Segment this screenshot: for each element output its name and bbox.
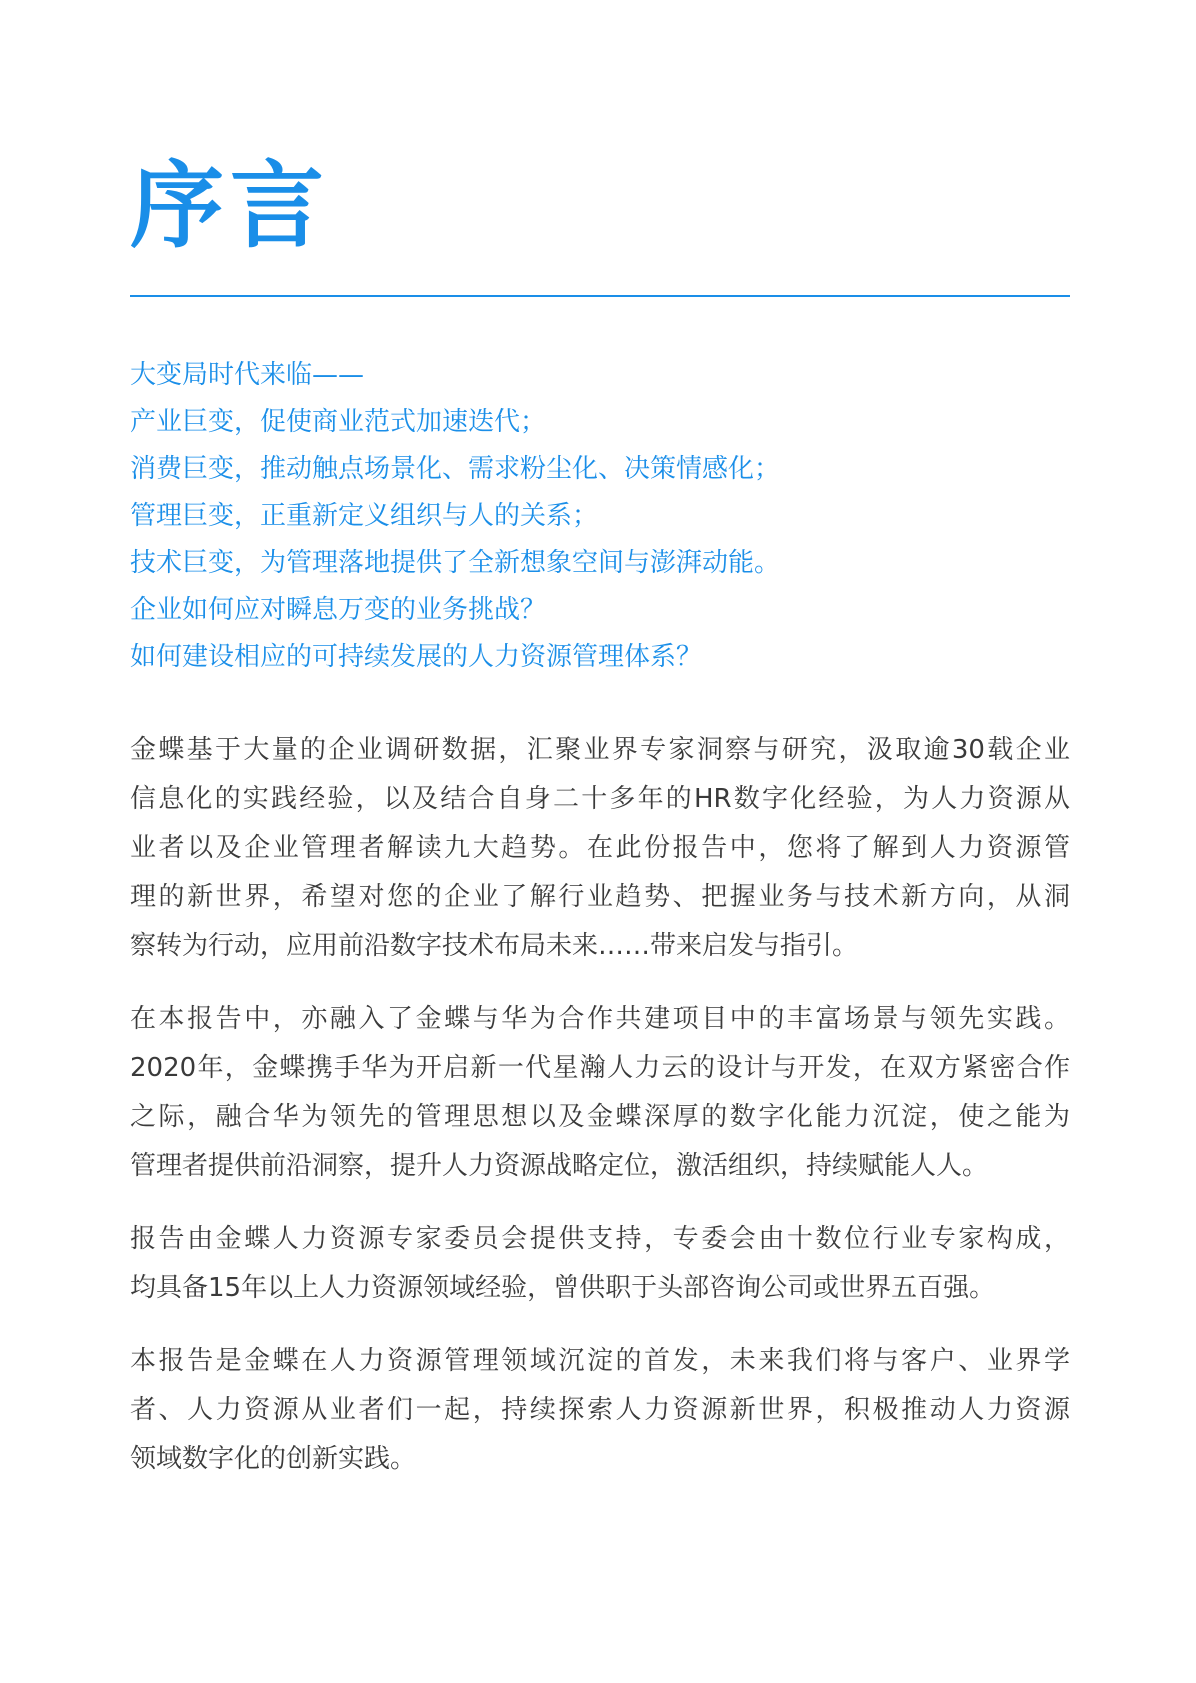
paragraph-line: 2020年，金蝶携手华为开启新一代星瀚人力云的设计与开发，在双方紧密合作 — [130, 1053, 1070, 1083]
paragraph-line: 均具备15年以上人力资源领域经验，曾供职于头部咨询公司或世界五百强。 — [130, 1273, 996, 1303]
paragraph-line: 者、人力资源从业者们一起，持续探索人力资源新世界，积极推动人力资源 — [130, 1395, 1070, 1425]
intro-line: 企业如何应对瞬息万变的业务挑战？ — [130, 595, 547, 625]
paragraph-line: 察转为行动，应用前沿数字技术布局未来……带来启发与指引。 — [130, 931, 859, 961]
body-text — [130, 726, 1070, 1508]
intro-line: 技术巨变，为管理落地提供了全新想象空间与澎湃动能。 — [130, 548, 781, 578]
paragraph-line: 业者以及企业管理者解读九大趋势。在此份报告中，您将了解到人力资源管 — [130, 833, 1070, 863]
paragraph-report-overview — [130, 726, 1070, 971]
paragraph-line: 管理者提供前沿洞察，提升人力资源战略定位，激活组织，持续赋能人人。 — [130, 1151, 989, 1181]
paragraph-line: 领域数字化的创新实践。 — [130, 1444, 417, 1474]
title-divider — [130, 295, 1070, 297]
intro-block — [130, 352, 1070, 681]
paragraph-future-outlook — [130, 1337, 1070, 1484]
paragraph-line: 在本报告中，亦融入了金蝶与华为合作共建项目中的丰富场景与领先实践。 — [130, 1004, 1070, 1034]
paragraph-line: 信息化的实践经验，以及结合自身二十多年的HR数字化经验，为人力资源从 — [130, 784, 1070, 814]
paragraph-expert-committee — [130, 1215, 1070, 1313]
intro-line: 消费巨变，推动触点场景化、需求粉尘化、决策情感化； — [130, 454, 781, 484]
paragraph-line: 理的新世界，希望对您的企业了解行业趋势、把握业务与技术新方向，从洞 — [130, 882, 1070, 912]
paragraph-line: 金蝶基于大量的企业调研数据，汇聚业界专家洞察与研究，汲取逾30载企业 — [130, 735, 1070, 765]
paragraph-line: 之际，融合华为领先的管理思想以及金蝶深厚的数字化能力沉淀，使之能为 — [130, 1102, 1070, 1132]
intro-line: 大变局时代来临—— — [130, 360, 365, 390]
page-title: 序言 — [130, 152, 331, 261]
intro-line: 管理巨变，正重新定义组织与人的关系； — [130, 501, 599, 531]
paragraph-huawei-cooperation — [130, 995, 1070, 1191]
intro-line: 产业巨变，促使商业范式加速迭代； — [130, 407, 547, 437]
intro-line: 如何建设相应的可持续发展的人力资源管理体系？ — [130, 642, 703, 672]
paragraph-line: 本报告是金蝶在人力资源管理领域沉淀的首发，未来我们将与客户、业界学 — [130, 1346, 1070, 1376]
paragraph-line: 报告由金蝶人力资源专家委员会提供支持，专委会由十数位行业专家构成， — [130, 1224, 1070, 1254]
